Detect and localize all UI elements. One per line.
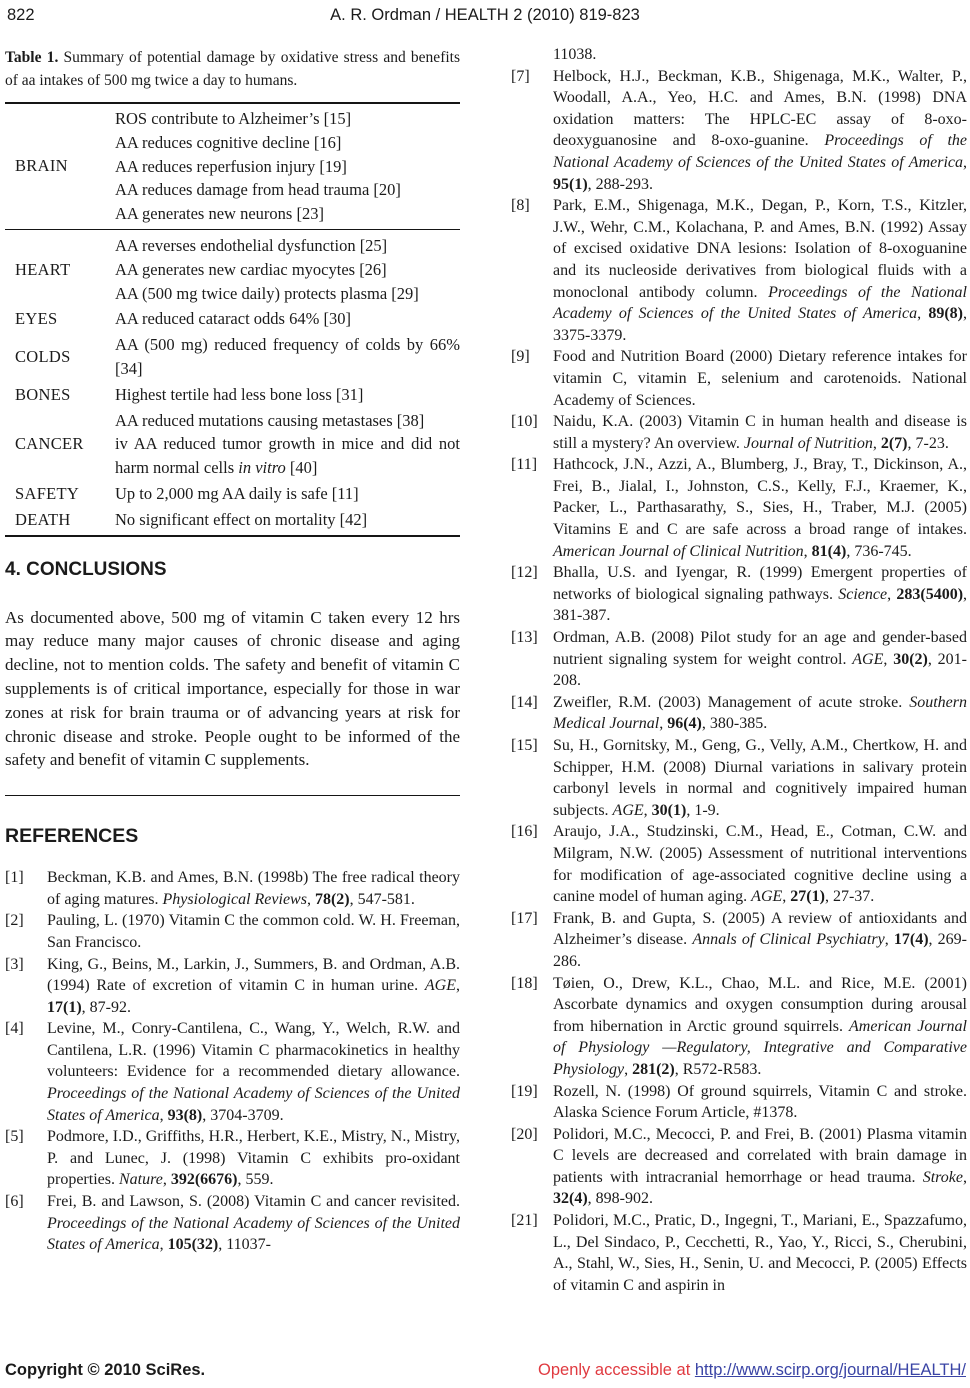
bold-text: 105(32) xyxy=(167,1236,219,1254)
reference-number: [6] xyxy=(5,1193,24,1211)
italic-text: Physiological Reviews xyxy=(162,890,307,908)
bold-text: 17(4) xyxy=(893,931,929,949)
table-row-cancer xyxy=(5,408,460,481)
italic-text: Stroke xyxy=(922,1168,963,1186)
reference-item xyxy=(511,627,967,692)
left-column xyxy=(5,46,460,1256)
italic-text: Nature xyxy=(118,1171,163,1189)
reference-number: [14] xyxy=(511,693,538,711)
reference-number: [12] xyxy=(511,564,538,582)
conclusions-paragraph: As documented above, 500 mg of vitamin C taken every 12 hrs may reduce many major causes of chronic disease and aging decline, not to mention colds. The safety and benefit of vitamin C supplements is of critical importance, especially for those in war zones at risk for brain trauma or of advancing years at risk for chronic disease and stroke. People ought to be informed of the safety and benefit of vitamin C supplements. xyxy=(5,607,460,770)
reference-item xyxy=(5,910,460,953)
reference-item xyxy=(5,1126,460,1191)
bold-text: 283(5400) xyxy=(896,585,964,603)
table-finding: AA (500 mg) reduced frequency of colds by 66% [34] xyxy=(115,335,460,378)
page-footer xyxy=(0,1361,970,1383)
italic-text: AGE xyxy=(424,977,456,995)
bold-text: 32(4) xyxy=(553,1190,588,1208)
reference-number: [9] xyxy=(511,348,530,366)
reference-number: [8] xyxy=(511,197,530,215)
italic-text: Southern Medical Journal xyxy=(553,693,967,733)
table-finding: AA reverses endothelial dysfunction [25] xyxy=(115,235,388,255)
table-row-death xyxy=(5,507,460,533)
reference-text: King, G., Beins, M., Larkin, J., Summers, B. and Ordman, A.B. (1994) Rate of excretion of vitamin C in human urine. AGE, 17(1), 87-92. xyxy=(47,955,460,1016)
table-caption-label: Table 1. xyxy=(5,49,59,66)
reference-number: [21] xyxy=(511,1212,538,1230)
references-right xyxy=(511,44,967,1296)
reference-number: [4] xyxy=(5,1020,24,1038)
italic-text: Annals of Clinical Psychiatry xyxy=(692,931,885,949)
reference-text: Tøien, O., Drew, K.L., Chao, M.L. and Rice, M.E. (2001) Ascorbate dynamics and oxygen consumption during arousal from hibernation in Arctic ground squirrels. American Journal of Physiology —Regulatory, Integrative and Comparative Physiology, 281(2), R572-R583. xyxy=(553,974,968,1078)
table-row-label: DEATH xyxy=(15,509,71,529)
reference-text: Naidu, K.A. (2003) Vitamin C in human health and disease is still a mystery? An overview. Journal of Nutrition, 2(7), 7-23. xyxy=(553,413,967,452)
conclusions-heading: 4. CONCLUSIONS xyxy=(5,558,167,580)
table-finding: Up to 2,000 mg AA daily is safe [11] xyxy=(115,483,359,503)
bold-text: 93(8) xyxy=(167,1106,203,1124)
table-row-findings xyxy=(115,409,460,480)
italic-text: American Journal of Clinical Nutrition xyxy=(553,542,804,560)
reference-item xyxy=(511,195,967,346)
reference-text: Zweifler, R.M. (2003) Management of acute stroke. Southern Medical Journal, 96(4), 380-385. xyxy=(553,693,967,733)
table-row-heart xyxy=(5,230,460,306)
reference-item xyxy=(511,821,967,907)
right-column xyxy=(511,44,967,1296)
reference-number: [15] xyxy=(511,737,538,754)
bold-text: 27(1) xyxy=(790,888,825,906)
reference-text: Beckman, K.B. and Ames, B.N. (1998b) The free radical theory of aging matures. Physiological Reviews, 78(2), 547-581. xyxy=(47,869,460,908)
reference-number: [17] xyxy=(511,909,538,927)
bold-text: 96(4) xyxy=(667,715,702,733)
reference-text: 11038. xyxy=(553,46,597,63)
references-heading: REFERENCES xyxy=(5,825,139,848)
section-divider xyxy=(5,795,460,796)
table-row-findings xyxy=(115,307,460,331)
table-row-brain xyxy=(5,106,460,230)
journal-url-link[interactable]: http://www.scirp.org/journal/HEALTH/ xyxy=(694,1361,966,1379)
reference-text: Polidori, M.C., Mecocci, P. and Frei, B. (2001) Plasma vitamin C levels are decreased and correlated with brain damage in patients with intracranial hemorrhage or head trauma. Stroke, 32(4), 898-902. xyxy=(553,1125,967,1208)
reference-text: Frank, B. and Gupta, S. (2005) A review of antioxidants and Alzheimer’s disease. Annals of Clinical Psychiatry, 17(4), 269-286. xyxy=(553,909,968,970)
reference-number: [7] xyxy=(511,67,530,85)
reference-text: Food and Nutrition Board (2000) Dietary reference intakes for vitamin C, vitamin E, selenium and carotenoids. National Academy of Sciences. xyxy=(553,348,967,409)
table-finding: iv AA reduced tumor growth in mice and did not harm normal cells in vitro [40] xyxy=(115,434,460,478)
italic-text: Proceedings of the National Academy of Sciences of the United States of America xyxy=(553,132,967,171)
reference-number: [5] xyxy=(5,1128,24,1146)
access-statement xyxy=(538,1361,966,1380)
reference-number: [13] xyxy=(511,629,538,647)
bold-text: 95(1) xyxy=(553,175,588,193)
page-header xyxy=(0,6,970,30)
italic-text: AGE xyxy=(612,801,644,819)
table-finding: AA generates new neurons [23] xyxy=(115,204,324,224)
italic-text: in vitro xyxy=(238,458,286,478)
bold-text: 281(2) xyxy=(632,1060,675,1078)
italic-text: AGE xyxy=(852,650,884,668)
table-finding: ROS contribute to Alzheimer’s [15] xyxy=(115,109,352,128)
bold-text: 30(2) xyxy=(893,650,928,668)
access-text: Openly accessible at xyxy=(538,1361,695,1379)
table-row-findings xyxy=(115,383,460,407)
table-row-findings xyxy=(115,107,460,226)
reference-number: [2] xyxy=(5,912,24,930)
reference-item xyxy=(511,562,967,627)
table-caption-text: Summary of potential damage by oxidative stress and benefits of aa intakes of 500 mg twice a day to humans. xyxy=(5,49,460,89)
table-finding: Highest tertile had less bone loss [31] xyxy=(115,384,364,404)
reference-item xyxy=(511,1124,967,1210)
reference-item xyxy=(511,1081,967,1124)
table-row-label: CANCER xyxy=(15,434,84,454)
table-row-label: SAFETY xyxy=(15,483,80,503)
references-left xyxy=(5,867,460,1256)
reference-number: [20] xyxy=(511,1125,538,1143)
table-row-label: BONES xyxy=(15,384,71,404)
page-number: 822 xyxy=(7,6,35,24)
reference-item xyxy=(511,973,967,1081)
italic-text: AGE xyxy=(751,888,783,906)
reference-text: Ordman, A.B. (2008) Pilot study for an age and gender-based nutrient signaling system for weight control. AGE, 30(2), 201-208. xyxy=(553,629,967,690)
table-row-colds xyxy=(5,332,460,382)
reference-text: Helbock, H.J., Beckman, K.B., Shigenaga, M.K., Walter, P., Woodall, A.A., Yeo, H.C. and Ames, B.N. (1998) DNA oxidation matters: The HPLC-EC assay of 8-oxo-deoxyguanosine and 8-oxo-guanine. Proceedings of the National Academy of Sciences of the United States of America, 95(1), 288-293. xyxy=(553,67,967,193)
table-1 xyxy=(5,102,460,537)
reference-item xyxy=(511,346,967,411)
reference-number: [19] xyxy=(511,1082,538,1100)
italic-text: American Journal of Physiology —Regulatory, Integrative and Comparative Physiology xyxy=(553,1017,968,1078)
table-row-label: COLDS xyxy=(15,346,71,366)
reference-text: Hathcock, J.N., Azzi, A., Blumberg, J., Bray, T., Dickinson, A., Frei, B., Jialal, I., Johnston, C.S., Kelly, F.J., Kraemer, K., Packer, L., Parthasarathy, S., Sies, H., Traber, M.J. (2005) Vitamins E and C are safe across a broad range of intakes. American Journal of Clinical Nutrition, 81(4), 736-745. xyxy=(553,456,967,560)
bold-text: 17(1) xyxy=(47,998,82,1016)
reference-item xyxy=(5,1191,460,1256)
reference-text: Frei, B. and Lawson, S. (2008) Vitamin C and cancer revisited. Proceedings of the National Academy of Sciences of the United States of America, 105(32), 11037- xyxy=(47,1193,460,1254)
table-finding: AA reduces damage from head trauma [20] xyxy=(115,180,401,200)
table-row-label: EYES xyxy=(15,309,58,329)
table-row-findings xyxy=(115,234,460,305)
reference-text: Levine, M., Conry-Cantilena, C., Wang, Y., Welch, R.W. and Cantilena, L.R. (1996) Vitamin C pharmacokinetics in healthy volunteers: Evidence for a recommended dietary allowance. Proceedings of the National Academy of Sciences of the United States of America, 93(8), 3704-3709. xyxy=(47,1020,460,1124)
table-finding: AA reduced cataract odds 64% [30] xyxy=(115,309,351,329)
reference-text: Araujo, J.A., Studzinski, C.M., Head, E., Cotman, C.W. and Milgram, N.W. (2005) Assessment of nutritional interventions for modification of age-associated cognitive decline using a canine model of human aging. AGE, 27(1), 27-37. xyxy=(553,823,967,906)
copyright-notice: Copyright © 2010 SciRes. xyxy=(5,1361,206,1379)
reference-item xyxy=(511,735,967,821)
reference-text: Bhalla, U.S. and Iyengar, R. (1999) Emergent properties of networks of biological signaling pathways. Science, 283(5400), 381-387. xyxy=(553,564,968,625)
table-row-label: BRAIN xyxy=(15,156,68,176)
table-row-findings xyxy=(115,508,460,532)
running-head: A. R. Ordman / HEALTH 2 (2010) 819-823 xyxy=(330,6,640,24)
bold-text: 30(1) xyxy=(651,801,687,819)
table-finding: AA generates new cardiac myocytes [26] xyxy=(115,259,387,279)
italic-text: Journal of Nutrition xyxy=(743,434,873,452)
table-finding: AA reduces reperfusion injury [19] xyxy=(115,156,347,176)
bold-text: 81(4) xyxy=(811,542,847,560)
reference-item xyxy=(5,1018,460,1126)
table-row-label: HEART xyxy=(15,259,71,279)
table-row-safety xyxy=(5,481,460,507)
reference-number: [11] xyxy=(511,456,538,474)
table-row-bones xyxy=(5,382,460,408)
italic-text: Science xyxy=(838,585,888,603)
reference-item xyxy=(511,454,967,562)
reference-text: Park, E.M., Shigenaga, M.K., Degan, P., Korn, T.S., Kitzler, J.W., Wehr, C.M., Kolachana, P. and Ames, B.N. (1992) Assay of excised oxidative DNA lesions: Isolation of 8-oxoguanine and its nucleoside derivatives from biological fluids with a monoclonal antibody column. Proceedings of the National Academy of Sciences of the United States of America, 89(8), 3375-3379. xyxy=(553,197,967,344)
bold-text: 78(2) xyxy=(314,890,350,908)
table-finding: AA (500 mg twice daily) protects plasma [29] xyxy=(115,283,419,303)
reference-number: [10] xyxy=(511,413,538,431)
reference-number: [18] xyxy=(511,974,538,992)
reference-item xyxy=(511,692,967,735)
table-caption xyxy=(5,46,460,92)
reference-item xyxy=(511,66,967,196)
reference-text: Podmore, I.D., Griffiths, H.R., Herbert, K.E., Mistry, N., Mistry, P. and Lunec, J. (1998) Vitamin C exhibits pro-oxidant properties. Nature, 392(6676), 559. xyxy=(47,1128,460,1189)
table-finding: No significant effect on mortality [42] xyxy=(115,509,368,529)
reference-item xyxy=(511,411,967,454)
italic-text: Proceedings of the National Academy of Sciences of the United States of America xyxy=(553,283,967,323)
reference-item xyxy=(511,1210,967,1296)
reference-item xyxy=(5,867,460,910)
table-finding: AA reduces cognitive decline [16] xyxy=(115,132,342,152)
reference-item xyxy=(511,908,967,973)
bold-text: 89(8) xyxy=(928,305,963,323)
reference-text: Pauling, L. (1970) Vitamin C the common cold. W. H. Freeman, San Francisco. xyxy=(47,912,460,951)
italic-text: Proceedings of the National Academy of Sciences of the United States of America xyxy=(47,1214,460,1254)
reference-number: [1] xyxy=(5,869,24,887)
reference-item xyxy=(5,954,460,1019)
bold-text: 2(7) xyxy=(880,434,908,452)
table-row-eyes xyxy=(5,306,460,332)
italic-text: Proceedings of the National Academy of Sciences of the United States of America xyxy=(47,1085,460,1124)
reference-number: [16] xyxy=(511,823,538,841)
table-row-findings xyxy=(115,333,460,381)
table-row-findings xyxy=(115,482,460,506)
reference-text: Rozell, N. (1998) Of ground squirrels, Vitamin C and stroke. Alaska Science Forum Article, #1378. xyxy=(553,1082,967,1122)
bold-text: 392(6676) xyxy=(170,1171,238,1189)
reference-text: Polidori, M.C., Pratic, D., Ingegni, T., Mariani, E., Spazzafumo, L., Del Sindaco, P., Cecchetti, R., Yao, Y., Ricci, S., Cherubini, A., Stahl, W., Sies, H., Senin, U. and Mecocci, P. (2005) Effects of vitamin C and aspirin in xyxy=(553,1212,967,1294)
reference-text: Su, H., Gornitsky, M., Geng, G., Velly, A.M., Chertkow, H. and Schipper, H.M. (2008) Diurnal variations in salivary protein carbonyl levels in normal and cognitively impaired human subjects. AGE, 30(1), 1-9. xyxy=(553,737,967,819)
reference-item xyxy=(511,44,967,66)
table-finding: AA reduced mutations causing metastases [38] xyxy=(115,410,425,430)
reference-number: [3] xyxy=(5,955,24,973)
